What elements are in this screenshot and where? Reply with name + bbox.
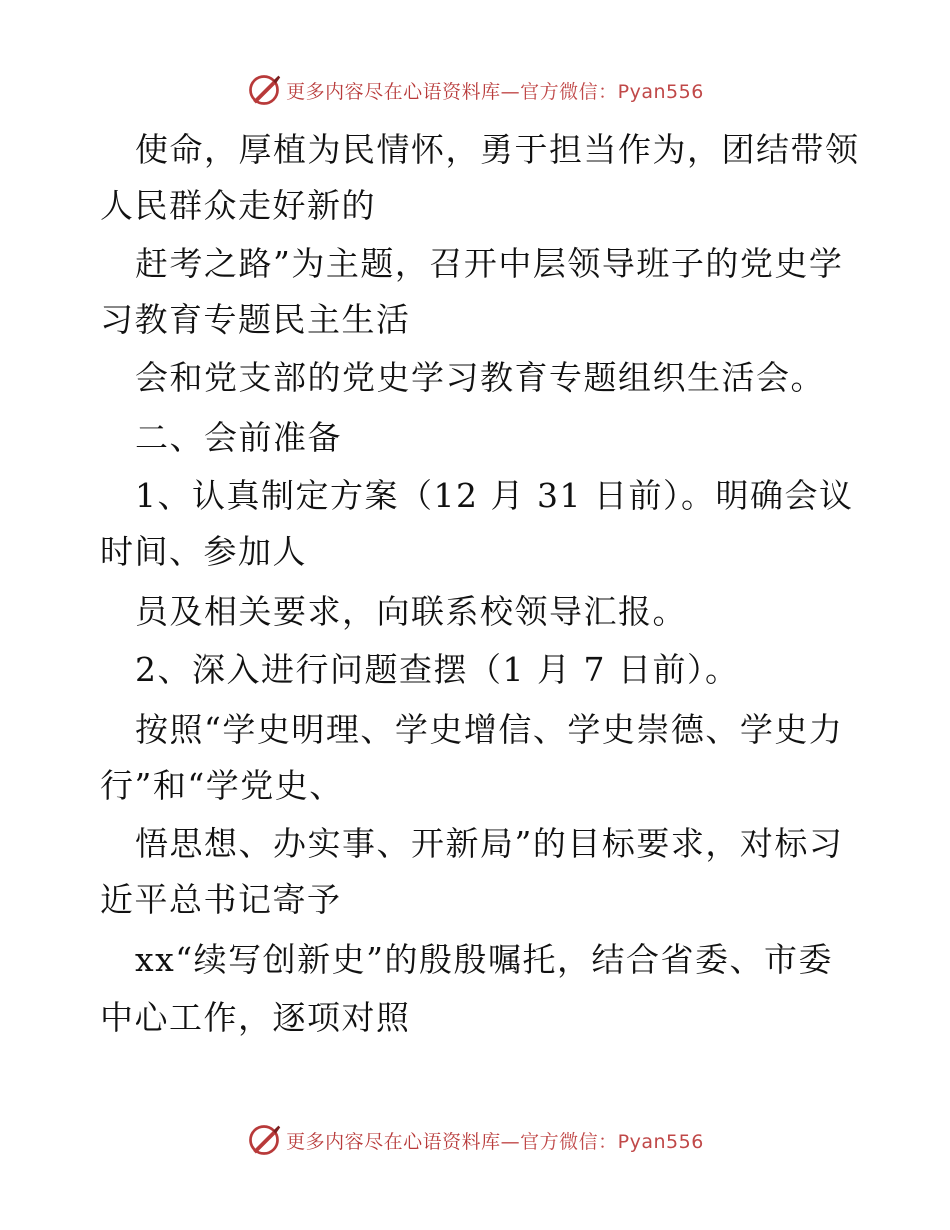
paragraph-line: 员及相关要求，向联系校领导汇报。	[135, 592, 687, 631]
pen-logo-icon	[246, 1122, 282, 1158]
header-contact: 官方微信：Pyan556	[520, 80, 704, 103]
paragraph-line: 1、认真制定方案（12 月 31 日前）。明确会议	[135, 476, 854, 515]
paragraph-line: 2、深入进行问题查摆（1 月 7 日前）。	[135, 650, 740, 689]
section-heading: 二、会前准备	[135, 418, 342, 457]
paragraph-line: 会和党支部的党史学习教育专题组织生活会。	[135, 358, 825, 397]
footer-site: 更多内容尽在心语资料库	[286, 1130, 501, 1153]
paragraph-line: 悟思想、办实事、开新局”的目标要求，对标习	[135, 824, 844, 863]
paragraph-line: 行”和“学党史、	[100, 766, 344, 805]
paragraph-line: xx“续写创新史”的殷殷嘱托，结合省委、市委	[135, 940, 833, 979]
paragraph-line: 赶考之路”为主题，召开中层领导班子的党史学	[135, 244, 844, 283]
paragraph-line: 使命，厚植为民情怀，勇于担当作为，团结带领	[135, 130, 860, 169]
footer-watermark-text	[286, 1127, 704, 1154]
footer-contact: 官方微信：Pyan556	[520, 1130, 704, 1153]
header-site: 更多内容尽在心语资料库	[286, 80, 501, 103]
paragraph-line: 近平总书记寄予	[100, 880, 342, 919]
footer-watermark	[0, 1118, 950, 1162]
paragraph-line: 习教育专题民主生活	[100, 300, 411, 339]
paragraph-line: 按照“学史明理、学史增信、学史崇德、学史力	[135, 710, 844, 749]
header-dash: —	[500, 80, 521, 103]
paragraph-line: 人民群众走好新的	[100, 186, 376, 225]
paragraph-line: 中心工作，逐项对照	[100, 998, 411, 1037]
paragraph-line: 时间、参加人	[100, 532, 307, 571]
footer-dash: —	[500, 1130, 521, 1153]
